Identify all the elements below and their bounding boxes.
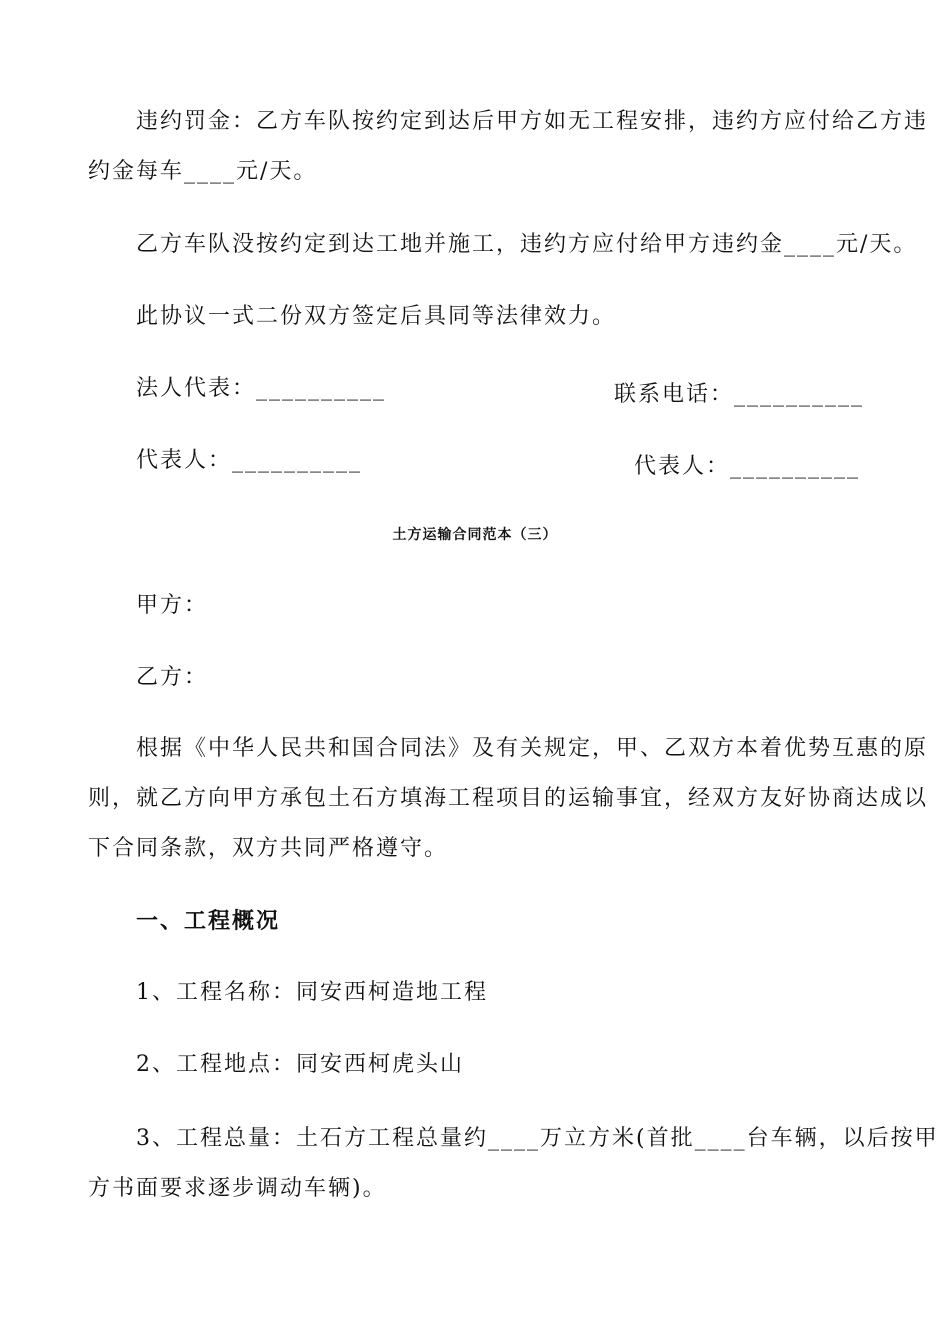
legal-representative-field: 法人代表：__________	[136, 376, 387, 401]
penalty-paragraph-line1: 违约罚金：乙方车队按约定到达后甲方如无工程安排，违约方应付给乙方违	[136, 109, 929, 134]
penalty-paragraph-line2: 约金每车____元/天。	[88, 159, 318, 184]
project-location-item: 2、工程地点：同安西柯虎头山	[136, 1052, 464, 1077]
project-total-item-line1: 3、工程总量：土石方工程总量约____万立方米(首批____台车辆，以后按甲	[136, 1126, 939, 1151]
section-heading-project-overview: 一、工程概况	[136, 908, 281, 934]
party-a-label: 甲方：	[136, 593, 209, 618]
representative-field-right: 代表人：__________	[633, 454, 860, 479]
contract-title: 土方运输合同范本（三）	[392, 527, 558, 543]
preamble-line3: 下合同条款，双方共同严格遵守。	[88, 836, 449, 861]
validity-paragraph: 此协议一式二份双方签定后具同等法律效力。	[136, 304, 617, 329]
penalty-paragraph-2: 乙方车队没按约定到达工地并施工，违约方应付给甲方违约金____元/天。	[136, 232, 918, 257]
project-name-item: 1、工程名称：同安西柯造地工程	[136, 980, 488, 1005]
contact-phone-field: 联系电话：__________	[613, 382, 864, 407]
preamble-line1: 根据《中华人民共和国合同法》及有关规定，甲、乙双方本着优势互惠的原	[136, 736, 929, 761]
preamble-line2: 则，就乙方向甲方承包土石方填海工程项目的运输事宜，经双方友好协商达成以	[88, 786, 929, 811]
project-total-item-line2: 方书面要求逐步调动车辆)。	[88, 1176, 387, 1201]
representative-field-left: 代表人：__________	[136, 448, 363, 473]
party-b-label: 乙方：	[136, 665, 209, 690]
